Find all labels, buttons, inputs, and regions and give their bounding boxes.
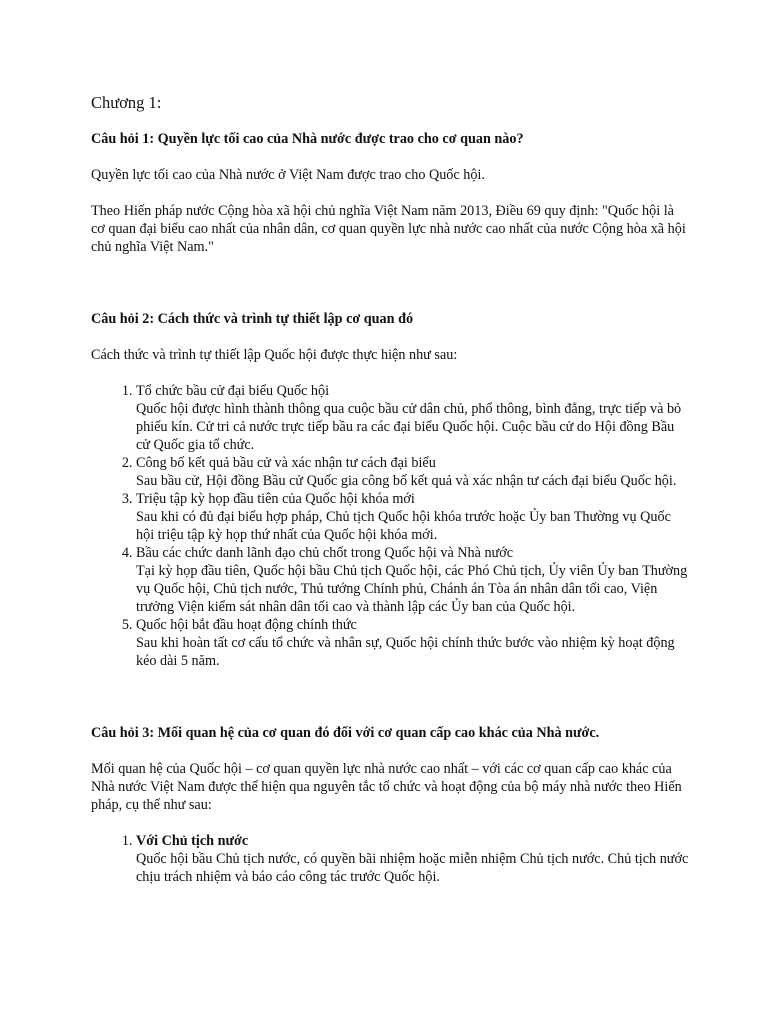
list-item-description: Quốc hội bầu Chủ tịch nước, có quyền bãi nhiệm hoặc miễn nhiệm Chủ tịch nước. Chủ tịch nước chịu trách nhiệm và báo cáo công tác trước Quốc hội.: [136, 851, 689, 885]
question-2-intro: Cách thức và trình tự thiết lập Quốc hội được thực hiện như sau:: [91, 347, 458, 363]
list-item-description: Sau khi hoàn tất cơ cấu tổ chức và nhân sự, Quốc hội chính thức bước vào nhiệm kỳ hoạt động kéo dài 5 năm.: [136, 635, 675, 669]
list-item-title: 3. Triệu tập kỳ họp đầu tiên của Quốc hội khóa mới: [136, 491, 415, 507]
section-spacer: [91, 688, 691, 724]
list-item-title: 4. Bầu các chức danh lãnh đạo chủ chốt trong Quốc hội và Nhà nước: [136, 545, 514, 561]
chapter-heading: Chương 1:: [91, 93, 162, 112]
list-item-description: Tại kỳ họp đầu tiên, Quốc hội bầu Chủ tịch Quốc hội, các Phó Chủ tịch, Ủy viên Ủy ban Thường vụ Quốc hội, Chủ tịch nước, Thủ tướng Chính phủ, Chánh án Tòa án nhân dân tối cao, Viện trưởng Viện kiểm sát nhân dân tối cao và thành lập các Ủy ban của Quốc hội.: [136, 563, 688, 615]
list-item: [136, 544, 691, 616]
list-item-title: 5. Quốc hội bắt đầu hoạt động chính thức: [136, 617, 357, 633]
list-item-description: Sau khi có đủ đại biểu hợp pháp, Chủ tịch Quốc hội khóa trước hoặc Ủy ban Thường vụ Quốc hội triệu tập kỳ họp thứ nhất của Quốc hội khóa mới.: [136, 509, 671, 543]
list-item-title: 1. Với Chủ tịch nước: [136, 833, 249, 849]
document-page: [91, 92, 691, 904]
list-item: [136, 490, 691, 544]
question-3-intro: Mối quan hệ của Quốc hội – cơ quan quyền lực nhà nước cao nhất – với các cơ quan cấp cao khác của Nhà nước Việt Nam được thể hiện qua nguyên tắc tổ chức và hoạt động của bộ máy nhà nước theo Hiến pháp, cụ thể như sau:: [91, 761, 682, 813]
list-item-title: 2. Công bố kết quả bầu cử và xác nhận tư cách đại biểu: [136, 455, 436, 471]
list-item-title: 1. Tổ chức bầu cử đại biểu Quốc hội: [136, 383, 330, 399]
list-item: [136, 382, 691, 454]
question-1-answer: Quyền lực tối cao của Nhà nước ở Việt Nam được trao cho Quốc hội.: [91, 167, 485, 183]
question-1-heading: Câu hỏi 1: Quyền lực tối cao của Nhà nước được trao cho cơ quan nào?: [91, 131, 524, 147]
list-item: [136, 454, 691, 490]
question-3-relations-list: [91, 832, 691, 886]
list-item-description: Quốc hội được hình thành thông qua cuộc bầu cử dân chủ, phổ thông, bình đẳng, trực tiếp và bỏ phiếu kín. Cử tri cả nước trực tiếp bầu ra các đại biểu Quốc hội. Cuộc bầu cử do Hội đồng Bầu cử Quốc gia tổ chức.: [136, 401, 682, 453]
list-item-description: Sau bầu cử, Hội đồng Bầu cử Quốc gia công bố kết quả và xác nhận tư cách đại biểu Quốc hội.: [136, 473, 677, 489]
question-1-detail: Theo Hiến pháp nước Cộng hòa xã hội chủ nghĩa Việt Nam năm 2013, Điều 69 quy định: "Quốc hội là cơ quan đại biểu cao nhất của nhân dân, cơ quan quyền lực nhà nước cao nhất của nước Cộng hòa xã hội chủ nghĩa Việt Nam.": [91, 203, 686, 255]
question-2-steps-list: [91, 382, 691, 670]
list-item: [136, 616, 691, 670]
question-2-heading: Câu hỏi 2: Cách thức và trình tự thiết lập cơ quan đó: [91, 311, 414, 327]
question-3-heading: Câu hỏi 3: Mối quan hệ của cơ quan đó đối với cơ quan cấp cao khác của Nhà nước.: [91, 725, 600, 741]
section-spacer: [91, 274, 691, 310]
list-item: [136, 832, 691, 886]
